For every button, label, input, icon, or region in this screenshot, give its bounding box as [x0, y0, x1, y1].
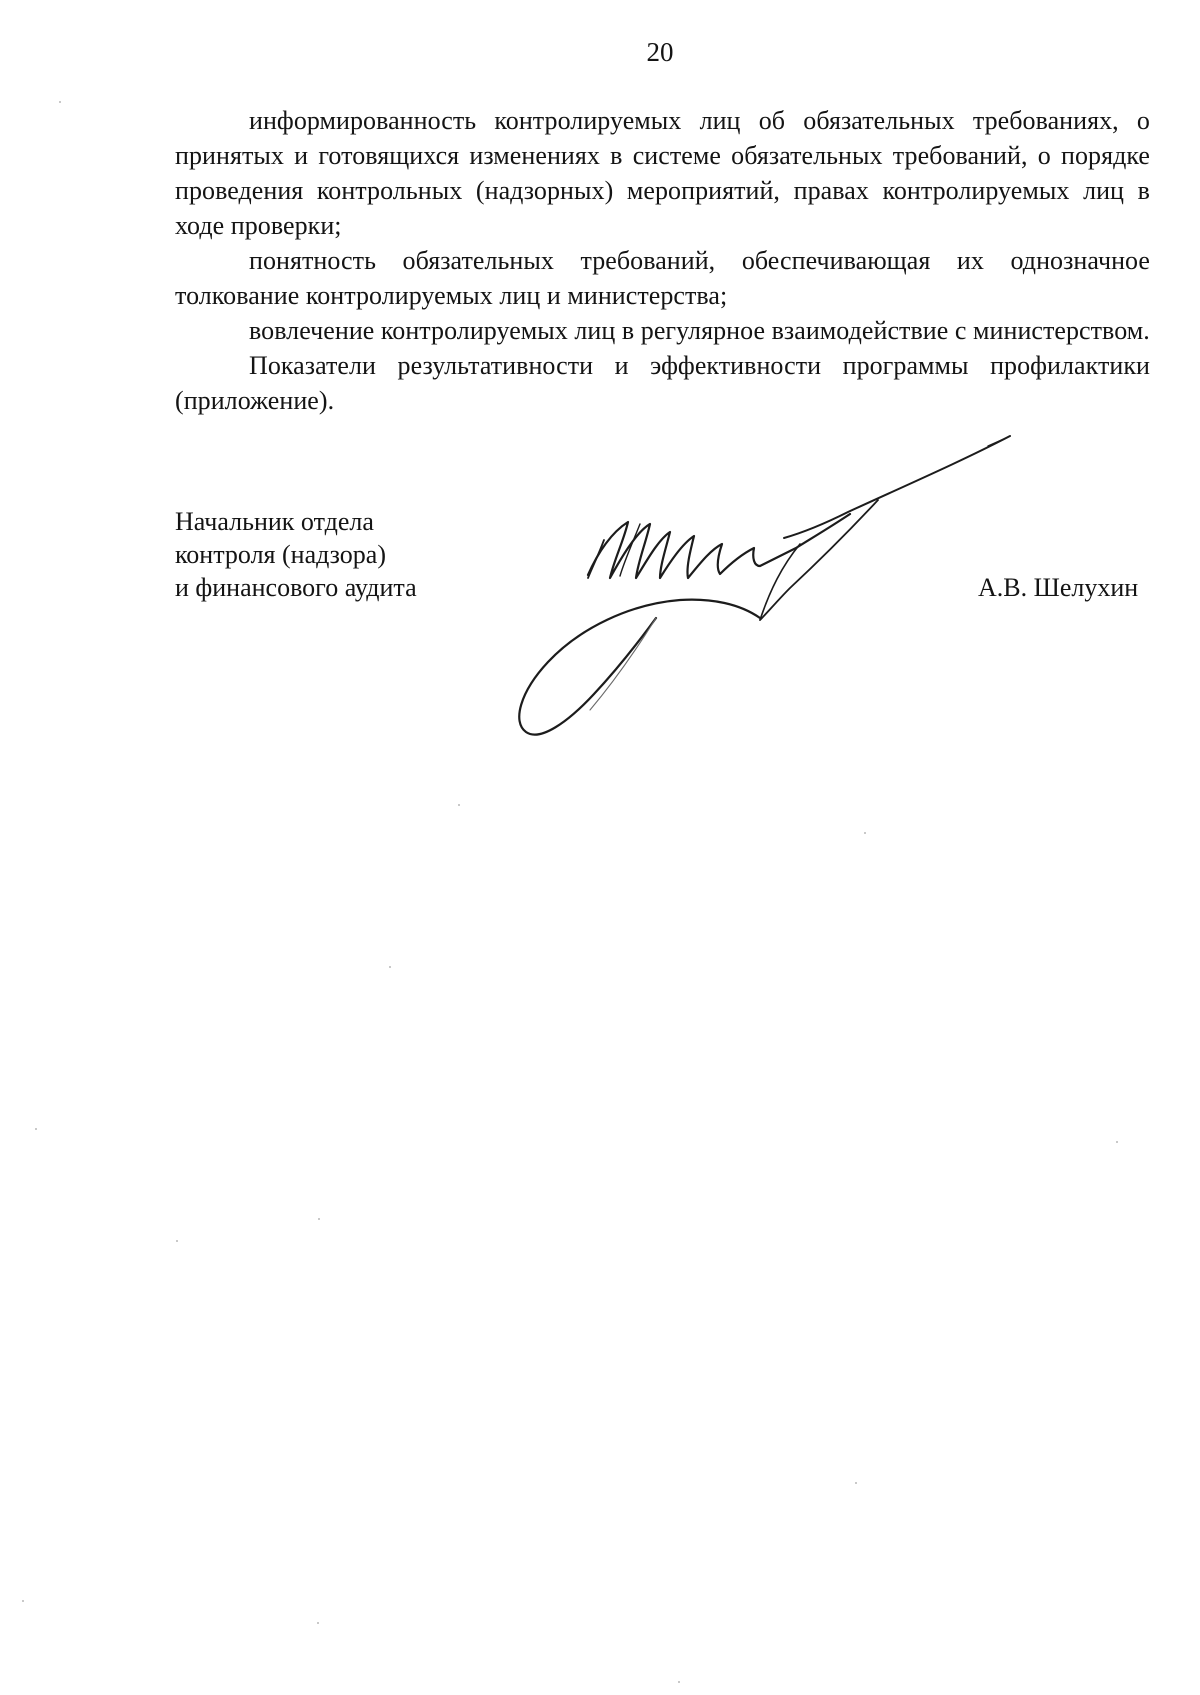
scan-speck — [389, 966, 391, 968]
scan-speck — [458, 804, 460, 806]
page-number: 20 — [646, 37, 674, 67]
signer-position — [175, 505, 417, 604]
position-line: контроля (надзора) — [175, 540, 386, 569]
scan-speck — [855, 1482, 857, 1484]
scan-speck — [864, 832, 866, 834]
document-body — [175, 103, 1150, 418]
scan-speck — [59, 101, 61, 103]
scan-speck — [317, 1622, 319, 1624]
paragraph-indicators: Показатели результативности и эффективности программы профилактики (приложение). — [175, 351, 1150, 415]
scan-speck — [318, 1218, 320, 1220]
scan-speck — [176, 1240, 178, 1242]
position-line: Начальник отдела — [175, 507, 374, 536]
position-line: и финансового аудита — [175, 573, 417, 602]
scan-speck — [678, 1681, 680, 1683]
scan-speck — [22, 1600, 24, 1602]
scan-speck — [35, 1128, 37, 1130]
paragraph-clarity: понятность обязательных требований, обеспечивающая их однозначное толкование контролируемых лиц и министерства; — [175, 246, 1150, 310]
scan-speck — [1116, 1141, 1118, 1143]
paragraph-engagement: вовлечение контролируемых лиц в регулярное взаимодействие с министерством. — [249, 316, 1150, 345]
signer-name: А.В. Шелухин — [978, 573, 1139, 602]
paragraph-awareness: информированность контролируемых лиц об обязательных требованиях, о принятых и готовящихся изменениях в системе обязательных требований, о порядке проведения контрольных (надзорных) мероприятий, правах контролируемых лиц в ходе проверки; — [175, 106, 1150, 240]
